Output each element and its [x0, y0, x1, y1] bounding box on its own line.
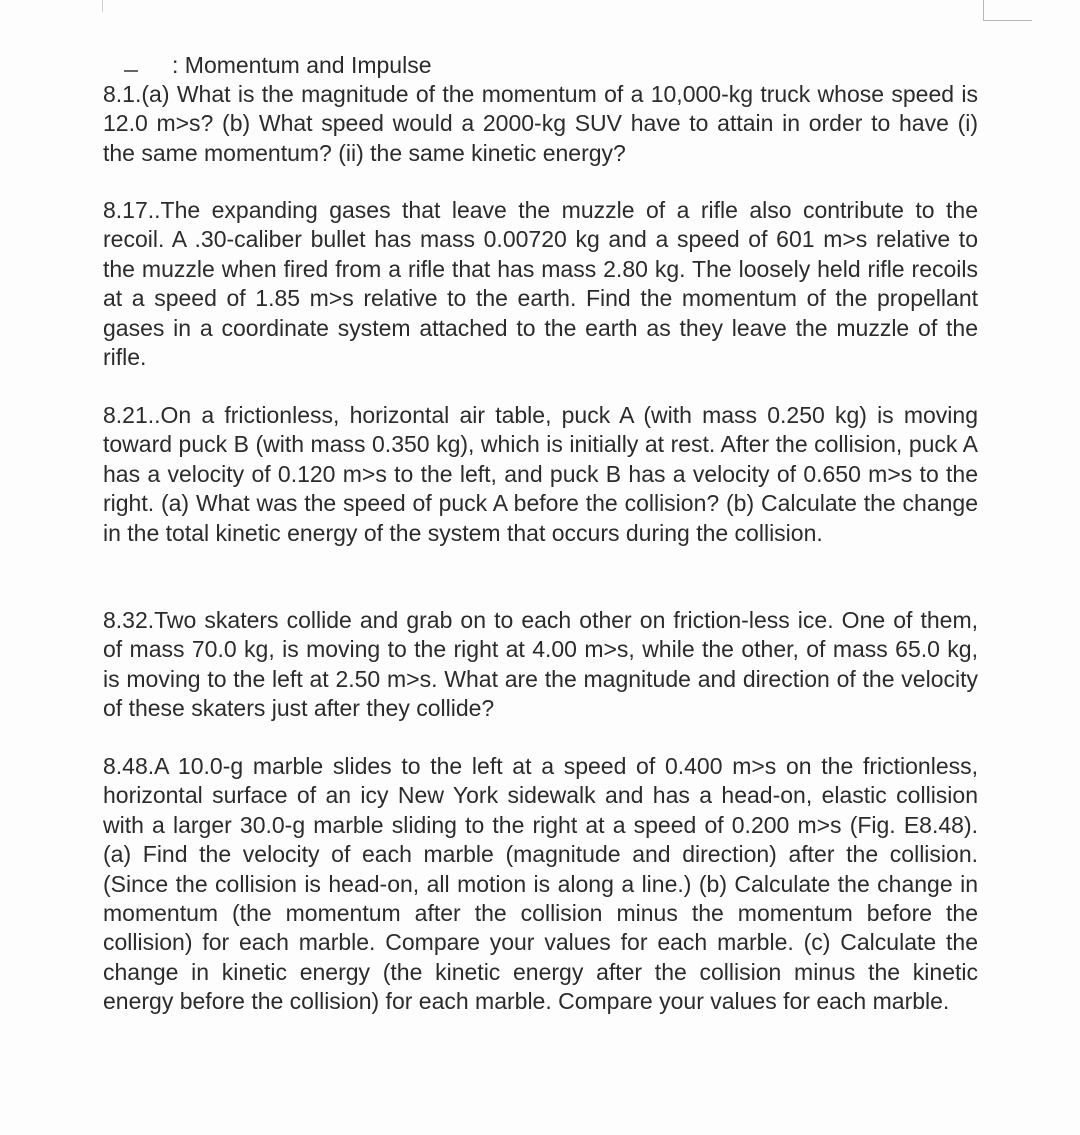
- problem-8-32: 8.32.Two skaters collide and grab on to each other on friction-less ice. One of them, of mass 70.0 kg, is moving to the right at 4.00 m>s, while the other, of mass 65.0 kg, is moving to the left at 2.50 m>s. What are the magnitude and direction of the velocity of these skaters just after they collide?: [103, 607, 978, 722]
- page-corner-mark: [983, 0, 1032, 21]
- problem-8-48: 8.48.A 10.0-g marble slides to the left at a speed of 0.400 m>s on the frictionless, horizontal surface of an icy New York sidewalk and has a head-on, elastic collision with a larger 30.0-g marble sliding to the right at a speed of 0.200 m>s (Fig. E8.48). (a) Find the velocity of each marble (magnitude and direction) after the collision. (Since the collision is head-on, all motion is along a line.) (b) Calculate the change in momentum (the momentum after the collision minus the momentum before the collision) for each marble. Compare your values for each marble. (c) Calculate the change in kinetic energy (the kinetic energy after the collision minus the kinetic energy before the collision) for each marble. Compare your values for each marble.: [103, 753, 978, 1015]
- problem-8-17: 8.17..The expanding gases that leave the muzzle of a rifle also contribute to the recoil. A .30-caliber bullet has mass 0.00720 kg and a speed of 601 m>s relative to the muzzle when fired from a rifle that has mass 2.80 kg. The loosely held rifle recoils at a speed of 1.85 m>s relative to the earth. Find the momentum of the propellant gases in a coordinate system attached to the earth as they leave the muzzle of the rifle.: [103, 197, 978, 371]
- problem-8-21: 8.21..On a frictionless, horizontal air table, puck A (with mass 0.250 kg) is moving toward puck B (with mass 0.350 kg), which is initially at rest. After the collision, puck A has a velocity of 0.120 m>s to the left, and puck B has a velocity of 0.650 m>s to the right. (a) What was the speed of puck A before the collision? (b) Calculate the change in the total kinetic energy of the system that occurs during the collision.: [103, 402, 978, 546]
- page-edge-mark: [102, 0, 103, 12]
- heading-dash-mark: [124, 70, 138, 72]
- section-heading: : Momentum and Impulse: [172, 52, 432, 78]
- problem-8-1: 8.1.(a) What is the magnitude of the momentum of a 10,000-kg truck whose speed is 12.0 m>s? (b) What speed would a 2000-kg SUV have to attain in order to have (i) the same momentum? (ii) the same kinetic energy?: [103, 81, 978, 166]
